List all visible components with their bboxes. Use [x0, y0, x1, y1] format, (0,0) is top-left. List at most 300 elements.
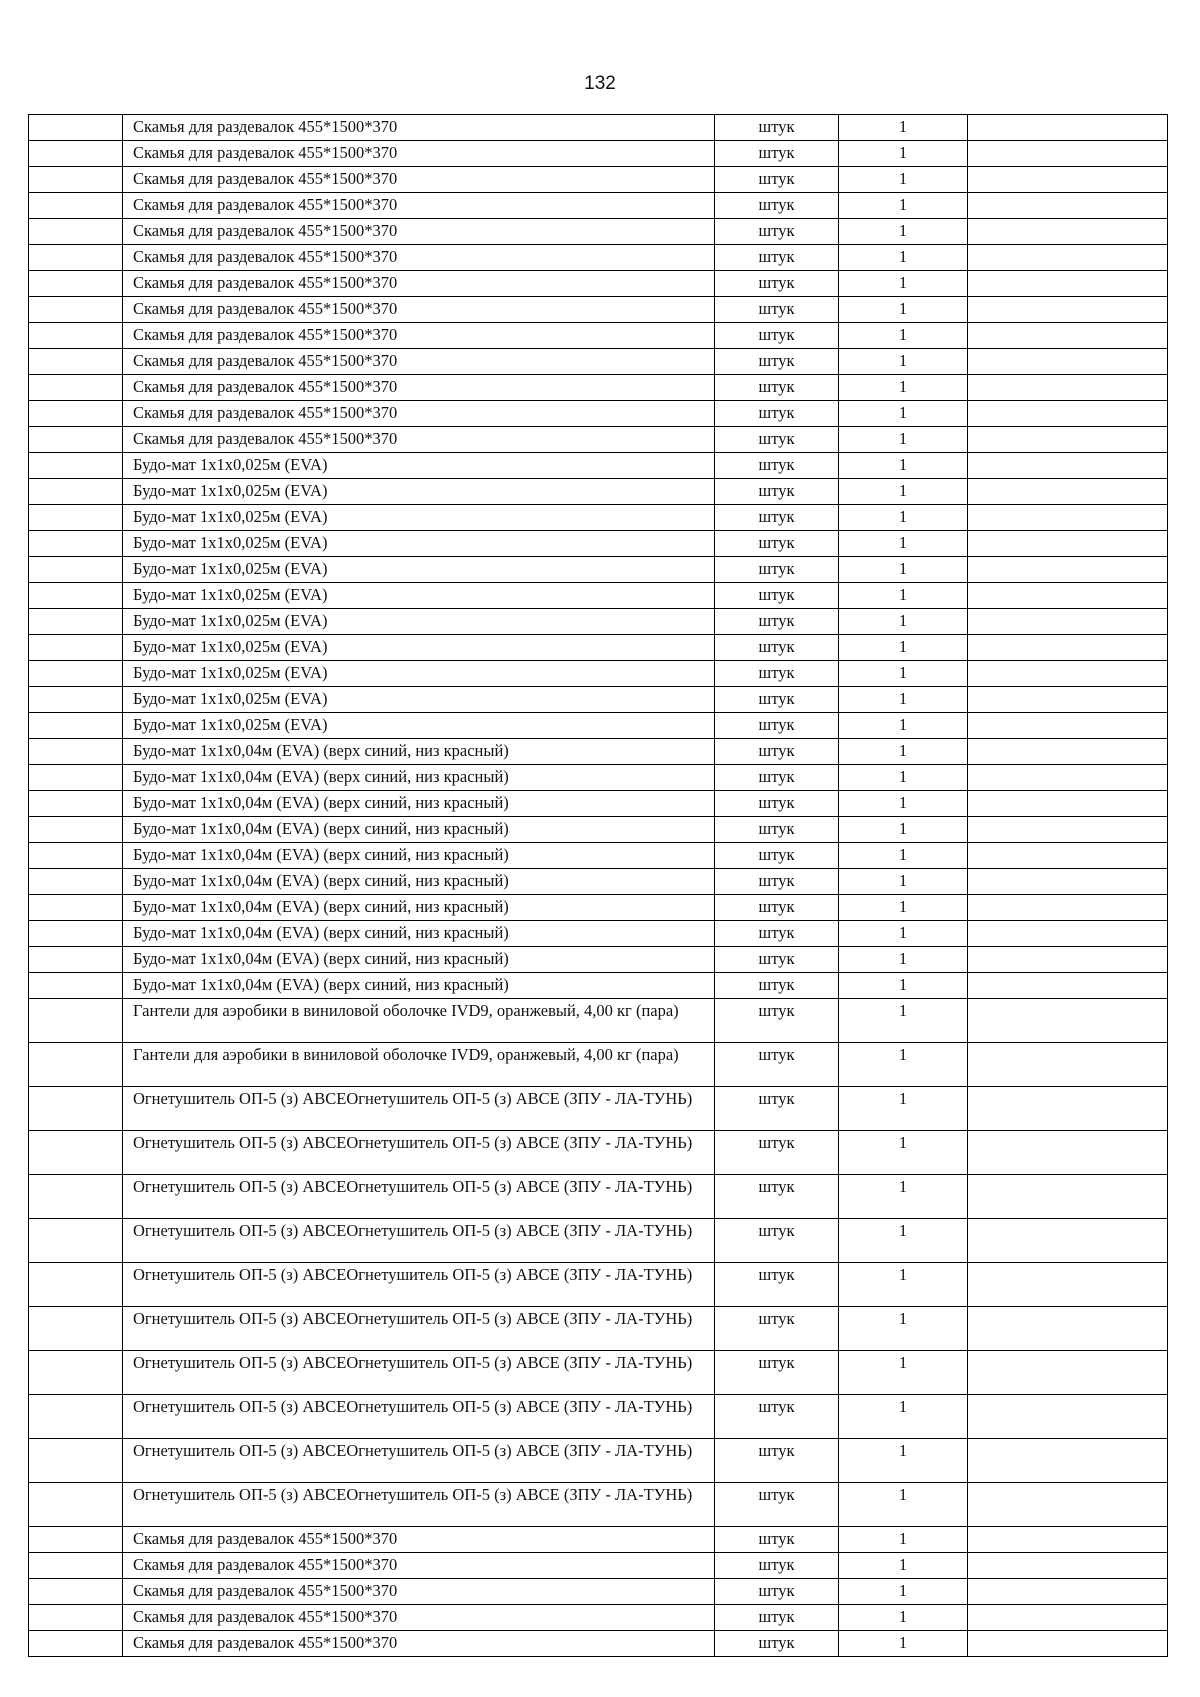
row-number-cell [29, 1263, 123, 1307]
item-name-cell: Будо-мат 1х1х0,04м (EVA) (верх синий, низ красный) [123, 843, 715, 869]
table-row [29, 245, 1168, 271]
quantity-cell: 1 [839, 1263, 968, 1307]
row-number-cell [29, 1483, 123, 1527]
unit-cell: штук [715, 713, 839, 739]
quantity-cell: 1 [839, 245, 968, 271]
item-name-cell: Будо-мат 1х1х0,04м (EVA) (верх синий, низ красный) [123, 765, 715, 791]
unit-cell: штук [715, 739, 839, 765]
note-cell [968, 635, 1168, 661]
unit-cell: штук [715, 505, 839, 531]
note-cell [968, 479, 1168, 505]
unit-cell: штук [715, 947, 839, 973]
row-number-cell [29, 1175, 123, 1219]
note-cell [968, 1553, 1168, 1579]
table-row [29, 193, 1168, 219]
row-number-cell [29, 817, 123, 843]
note-cell [968, 115, 1168, 141]
note-cell [968, 219, 1168, 245]
table-row [29, 349, 1168, 375]
item-name-cell: Будо-мат 1х1х0,025м (EVA) [123, 453, 715, 479]
table-row [29, 1605, 1168, 1631]
row-number-cell [29, 297, 123, 323]
note-cell [968, 1579, 1168, 1605]
quantity-cell: 1 [839, 1395, 968, 1439]
row-number-cell [29, 687, 123, 713]
quantity-cell: 1 [839, 687, 968, 713]
row-number-cell [29, 583, 123, 609]
note-cell [968, 271, 1168, 297]
quantity-cell: 1 [839, 557, 968, 583]
quantity-cell: 1 [839, 375, 968, 401]
note-cell [968, 1351, 1168, 1395]
table-row [29, 1131, 1168, 1175]
quantity-cell: 1 [839, 193, 968, 219]
unit-cell: штук [715, 635, 839, 661]
table-row [29, 505, 1168, 531]
note-cell [968, 349, 1168, 375]
item-name-cell: Огнетушитель ОП-5 (з) АВСЕОгнетушитель ОП-5 (з) АВСЕ (ЗПУ - ЛА-ТУНЬ) [123, 1483, 715, 1527]
row-number-cell [29, 661, 123, 687]
table-row [29, 973, 1168, 999]
row-number-cell [29, 167, 123, 193]
item-name-cell: Скамья для раздевалок 455*1500*370 [123, 323, 715, 349]
table-row [29, 583, 1168, 609]
unit-cell: штук [715, 609, 839, 635]
quantity-cell: 1 [839, 713, 968, 739]
unit-cell: штук [715, 1175, 839, 1219]
unit-cell: штук [715, 791, 839, 817]
item-name-cell: Скамья для раздевалок 455*1500*370 [123, 193, 715, 219]
unit-cell: штук [715, 531, 839, 557]
quantity-cell: 1 [839, 479, 968, 505]
note-cell [968, 193, 1168, 219]
quantity-cell: 1 [839, 401, 968, 427]
row-number-cell [29, 921, 123, 947]
row-number-cell [29, 1605, 123, 1631]
quantity-cell: 1 [839, 1219, 968, 1263]
unit-cell: штук [715, 765, 839, 791]
unit-cell: штук [715, 141, 839, 167]
row-number-cell [29, 1439, 123, 1483]
table-row [29, 921, 1168, 947]
row-number-cell [29, 739, 123, 765]
row-number-cell [29, 115, 123, 141]
item-name-cell: Скамья для раздевалок 455*1500*370 [123, 297, 715, 323]
quantity-cell: 1 [839, 271, 968, 297]
row-number-cell [29, 245, 123, 271]
note-cell [968, 1263, 1168, 1307]
unit-cell: штук [715, 323, 839, 349]
unit-cell: штук [715, 1087, 839, 1131]
table-row [29, 323, 1168, 349]
item-name-cell: Будо-мат 1х1х0,04м (EVA) (верх синий, низ красный) [123, 973, 715, 999]
note-cell [968, 1131, 1168, 1175]
unit-cell: штук [715, 1131, 839, 1175]
item-name-cell: Будо-мат 1х1х0,025м (EVA) [123, 583, 715, 609]
note-cell [968, 713, 1168, 739]
item-name-cell: Будо-мат 1х1х0,04м (EVA) (верх синий, низ красный) [123, 791, 715, 817]
quantity-cell: 1 [839, 661, 968, 687]
unit-cell: штук [715, 869, 839, 895]
quantity-cell: 1 [839, 843, 968, 869]
item-name-cell: Будо-мат 1х1х0,025м (EVA) [123, 713, 715, 739]
quantity-cell: 1 [839, 1175, 968, 1219]
table-row [29, 219, 1168, 245]
item-name-cell: Будо-мат 1х1х0,04м (EVA) (верх синий, низ красный) [123, 947, 715, 973]
row-number-cell [29, 557, 123, 583]
row-number-cell [29, 401, 123, 427]
table-row [29, 765, 1168, 791]
row-number-cell [29, 895, 123, 921]
table-row [29, 687, 1168, 713]
note-cell [968, 323, 1168, 349]
unit-cell: штук [715, 1605, 839, 1631]
unit-cell: штук [715, 115, 839, 141]
table-row [29, 739, 1168, 765]
table-row [29, 401, 1168, 427]
unit-cell: штук [715, 193, 839, 219]
note-cell [968, 869, 1168, 895]
note-cell [968, 453, 1168, 479]
note-cell [968, 1219, 1168, 1263]
unit-cell: штук [715, 921, 839, 947]
table-row [29, 791, 1168, 817]
quantity-cell: 1 [839, 1483, 968, 1527]
table-row [29, 1483, 1168, 1527]
table-row [29, 817, 1168, 843]
row-number-cell [29, 973, 123, 999]
table-row [29, 869, 1168, 895]
unit-cell: штук [715, 427, 839, 453]
note-cell [968, 531, 1168, 557]
unit-cell: штук [715, 1483, 839, 1527]
quantity-cell: 1 [839, 1631, 968, 1657]
note-cell [968, 687, 1168, 713]
row-number-cell [29, 271, 123, 297]
quantity-cell: 1 [839, 297, 968, 323]
item-name-cell: Будо-мат 1х1х0,04м (EVA) (верх синий, низ красный) [123, 895, 715, 921]
quantity-cell: 1 [839, 427, 968, 453]
unit-cell: штук [715, 843, 839, 869]
item-name-cell: Будо-мат 1х1х0,025м (EVA) [123, 505, 715, 531]
note-cell [968, 1087, 1168, 1131]
quantity-cell: 1 [839, 167, 968, 193]
note-cell [968, 427, 1168, 453]
row-number-cell [29, 427, 123, 453]
item-name-cell: Огнетушитель ОП-5 (з) АВСЕОгнетушитель ОП-5 (з) АВСЕ (ЗПУ - ЛА-ТУНЬ) [123, 1175, 715, 1219]
note-cell [968, 973, 1168, 999]
table-row [29, 1579, 1168, 1605]
unit-cell: штук [715, 1351, 839, 1395]
item-name-cell: Скамья для раздевалок 455*1500*370 [123, 1631, 715, 1657]
unit-cell: штук [715, 661, 839, 687]
note-cell [968, 1307, 1168, 1351]
row-number-cell [29, 1043, 123, 1087]
row-number-cell [29, 1395, 123, 1439]
row-number-cell [29, 453, 123, 479]
item-name-cell: Огнетушитель ОП-5 (з) АВСЕОгнетушитель ОП-5 (з) АВСЕ (ЗПУ - ЛА-ТУНЬ) [123, 1263, 715, 1307]
unit-cell: штук [715, 375, 839, 401]
quantity-cell: 1 [839, 531, 968, 557]
note-cell [968, 843, 1168, 869]
table-row [29, 1175, 1168, 1219]
quantity-cell: 1 [839, 973, 968, 999]
item-name-cell: Скамья для раздевалок 455*1500*370 [123, 245, 715, 271]
note-cell [968, 817, 1168, 843]
unit-cell: штук [715, 1307, 839, 1351]
note-cell [968, 1605, 1168, 1631]
note-cell [968, 609, 1168, 635]
table-row [29, 115, 1168, 141]
note-cell [968, 765, 1168, 791]
item-name-cell: Будо-мат 1х1х0,04м (EVA) (верх синий, низ красный) [123, 739, 715, 765]
table-row [29, 713, 1168, 739]
quantity-cell: 1 [839, 1439, 968, 1483]
row-number-cell [29, 193, 123, 219]
row-number-cell [29, 323, 123, 349]
quantity-cell: 1 [839, 1351, 968, 1395]
unit-cell: штук [715, 583, 839, 609]
unit-cell: штук [715, 453, 839, 479]
note-cell [968, 921, 1168, 947]
quantity-cell: 1 [839, 505, 968, 531]
unit-cell: штук [715, 219, 839, 245]
item-name-cell: Будо-мат 1х1х0,025м (EVA) [123, 479, 715, 505]
note-cell [968, 1631, 1168, 1657]
row-number-cell [29, 1219, 123, 1263]
unit-cell: штук [715, 1631, 839, 1657]
item-name-cell: Скамья для раздевалок 455*1500*370 [123, 401, 715, 427]
note-cell [968, 1043, 1168, 1087]
item-name-cell: Скамья для раздевалок 455*1500*370 [123, 375, 715, 401]
item-name-cell: Будо-мат 1х1х0,025м (EVA) [123, 687, 715, 713]
row-number-cell [29, 713, 123, 739]
quantity-cell: 1 [839, 453, 968, 479]
unit-cell: штук [715, 557, 839, 583]
unit-cell: штук [715, 1043, 839, 1087]
row-number-cell [29, 1553, 123, 1579]
item-name-cell: Гантели для аэробики в виниловой оболочке IVD9, оранжевый, 4,00 кг (пара) [123, 1043, 715, 1087]
note-cell [968, 401, 1168, 427]
row-number-cell [29, 479, 123, 505]
note-cell [968, 583, 1168, 609]
row-number-cell [29, 1131, 123, 1175]
quantity-cell: 1 [839, 999, 968, 1043]
quantity-cell: 1 [839, 1087, 968, 1131]
note-cell [968, 375, 1168, 401]
quantity-cell: 1 [839, 1527, 968, 1553]
quantity-cell: 1 [839, 1307, 968, 1351]
row-number-cell [29, 219, 123, 245]
unit-cell: штук [715, 973, 839, 999]
item-name-cell: Будо-мат 1х1х0,025м (EVA) [123, 635, 715, 661]
table-row [29, 1043, 1168, 1087]
table-row [29, 635, 1168, 661]
table-row [29, 947, 1168, 973]
item-name-cell: Скамья для раздевалок 455*1500*370 [123, 115, 715, 141]
quantity-cell: 1 [839, 1131, 968, 1175]
table-row [29, 609, 1168, 635]
table-row [29, 427, 1168, 453]
unit-cell: штук [715, 271, 839, 297]
row-number-cell [29, 869, 123, 895]
note-cell [968, 141, 1168, 167]
row-number-cell [29, 635, 123, 661]
item-name-cell: Скамья для раздевалок 455*1500*370 [123, 219, 715, 245]
item-name-cell: Будо-мат 1х1х0,025м (EVA) [123, 609, 715, 635]
table-row [29, 167, 1168, 193]
row-number-cell [29, 531, 123, 557]
row-number-cell [29, 765, 123, 791]
quantity-cell: 1 [839, 323, 968, 349]
unit-cell: штук [715, 1579, 839, 1605]
item-name-cell: Будо-мат 1х1х0,04м (EVA) (верх синий, низ красный) [123, 921, 715, 947]
item-name-cell: Скамья для раздевалок 455*1500*370 [123, 427, 715, 453]
note-cell [968, 999, 1168, 1043]
quantity-cell: 1 [839, 739, 968, 765]
note-cell [968, 1439, 1168, 1483]
unit-cell: штук [715, 167, 839, 193]
row-number-cell [29, 349, 123, 375]
note-cell [968, 1527, 1168, 1553]
table-row [29, 1439, 1168, 1483]
unit-cell: штук [715, 1395, 839, 1439]
row-number-cell [29, 141, 123, 167]
row-number-cell [29, 1307, 123, 1351]
table-row [29, 1553, 1168, 1579]
table-row [29, 531, 1168, 557]
table-row [29, 1219, 1168, 1263]
row-number-cell [29, 843, 123, 869]
unit-cell: штук [715, 1527, 839, 1553]
table-row [29, 895, 1168, 921]
item-name-cell: Огнетушитель ОП-5 (з) АВСЕОгнетушитель ОП-5 (з) АВСЕ (ЗПУ - ЛА-ТУНЬ) [123, 1307, 715, 1351]
item-name-cell: Будо-мат 1х1х0,025м (EVA) [123, 531, 715, 557]
unit-cell: штук [715, 687, 839, 713]
note-cell [968, 297, 1168, 323]
unit-cell: штук [715, 349, 839, 375]
note-cell [968, 1175, 1168, 1219]
table-row [29, 479, 1168, 505]
item-name-cell: Скамья для раздевалок 455*1500*370 [123, 1579, 715, 1605]
quantity-cell: 1 [839, 583, 968, 609]
item-name-cell: Огнетушитель ОП-5 (з) АВСЕОгнетушитель ОП-5 (з) АВСЕ (ЗПУ - ЛА-ТУНЬ) [123, 1351, 715, 1395]
item-name-cell: Будо-мат 1х1х0,04м (EVA) (верх синий, низ красный) [123, 817, 715, 843]
table-row [29, 1631, 1168, 1657]
note-cell [968, 557, 1168, 583]
note-cell [968, 245, 1168, 271]
note-cell [968, 895, 1168, 921]
row-number-cell [29, 999, 123, 1043]
row-number-cell [29, 609, 123, 635]
note-cell [968, 947, 1168, 973]
row-number-cell [29, 505, 123, 531]
item-name-cell: Будо-мат 1х1х0,04м (EVA) (верх синий, низ красный) [123, 869, 715, 895]
note-cell [968, 791, 1168, 817]
item-name-cell: Скамья для раздевалок 455*1500*370 [123, 349, 715, 375]
row-number-cell [29, 1579, 123, 1605]
unit-cell: штук [715, 1219, 839, 1263]
quantity-cell: 1 [839, 869, 968, 895]
item-name-cell: Огнетушитель ОП-5 (з) АВСЕОгнетушитель ОП-5 (з) АВСЕ (ЗПУ - ЛА-ТУНЬ) [123, 1131, 715, 1175]
table-row [29, 375, 1168, 401]
quantity-cell: 1 [839, 765, 968, 791]
quantity-cell: 1 [839, 1605, 968, 1631]
table-row [29, 453, 1168, 479]
table-row [29, 271, 1168, 297]
quantity-cell: 1 [839, 947, 968, 973]
item-name-cell: Скамья для раздевалок 455*1500*370 [123, 1605, 715, 1631]
row-number-cell [29, 1087, 123, 1131]
table-row [29, 843, 1168, 869]
quantity-cell: 1 [839, 115, 968, 141]
row-number-cell [29, 1351, 123, 1395]
item-name-cell: Скамья для раздевалок 455*1500*370 [123, 271, 715, 297]
item-name-cell: Огнетушитель ОП-5 (з) АВСЕОгнетушитель ОП-5 (з) АВСЕ (ЗПУ - ЛА-ТУНЬ) [123, 1219, 715, 1263]
item-name-cell: Огнетушитель ОП-5 (з) АВСЕОгнетушитель ОП-5 (з) АВСЕ (ЗПУ - ЛА-ТУНЬ) [123, 1395, 715, 1439]
quantity-cell: 1 [839, 141, 968, 167]
table-row [29, 661, 1168, 687]
unit-cell: штук [715, 895, 839, 921]
table-row [29, 1307, 1168, 1351]
table-row [29, 297, 1168, 323]
unit-cell: штук [715, 479, 839, 505]
unit-cell: штук [715, 1439, 839, 1483]
item-name-cell: Огнетушитель ОП-5 (з) АВСЕОгнетушитель ОП-5 (з) АВСЕ (ЗПУ - ЛА-ТУНЬ) [123, 1087, 715, 1131]
item-name-cell: Скамья для раздевалок 455*1500*370 [123, 1527, 715, 1553]
table-row [29, 1263, 1168, 1307]
quantity-cell: 1 [839, 635, 968, 661]
quantity-cell: 1 [839, 609, 968, 635]
quantity-cell: 1 [839, 1579, 968, 1605]
item-name-cell: Скамья для раздевалок 455*1500*370 [123, 1553, 715, 1579]
item-name-cell: Гантели для аэробики в виниловой оболочке IVD9, оранжевый, 4,00 кг (пара) [123, 999, 715, 1043]
unit-cell: штук [715, 297, 839, 323]
unit-cell: штук [715, 817, 839, 843]
row-number-cell [29, 375, 123, 401]
table-row [29, 1527, 1168, 1553]
table-row [29, 1395, 1168, 1439]
item-name-cell: Скамья для раздевалок 455*1500*370 [123, 141, 715, 167]
table-row [29, 141, 1168, 167]
unit-cell: штук [715, 999, 839, 1043]
table-row [29, 999, 1168, 1043]
item-name-cell: Будо-мат 1х1х0,025м (EVA) [123, 661, 715, 687]
inventory-table [28, 114, 1168, 1657]
unit-cell: штук [715, 1553, 839, 1579]
quantity-cell: 1 [839, 895, 968, 921]
item-name-cell: Скамья для раздевалок 455*1500*370 [123, 167, 715, 193]
quantity-cell: 1 [839, 921, 968, 947]
row-number-cell [29, 791, 123, 817]
note-cell [968, 1483, 1168, 1527]
quantity-cell: 1 [839, 219, 968, 245]
quantity-cell: 1 [839, 817, 968, 843]
note-cell [968, 739, 1168, 765]
inventory-table-body [29, 115, 1168, 1657]
item-name-cell: Огнетушитель ОП-5 (з) АВСЕОгнетушитель ОП-5 (з) АВСЕ (ЗПУ - ЛА-ТУНЬ) [123, 1439, 715, 1483]
table-row [29, 557, 1168, 583]
quantity-cell: 1 [839, 1553, 968, 1579]
item-name-cell: Будо-мат 1х1х0,025м (EVA) [123, 557, 715, 583]
quantity-cell: 1 [839, 791, 968, 817]
unit-cell: штук [715, 1263, 839, 1307]
table-row [29, 1087, 1168, 1131]
quantity-cell: 1 [839, 349, 968, 375]
note-cell [968, 505, 1168, 531]
note-cell [968, 661, 1168, 687]
quantity-cell: 1 [839, 1043, 968, 1087]
